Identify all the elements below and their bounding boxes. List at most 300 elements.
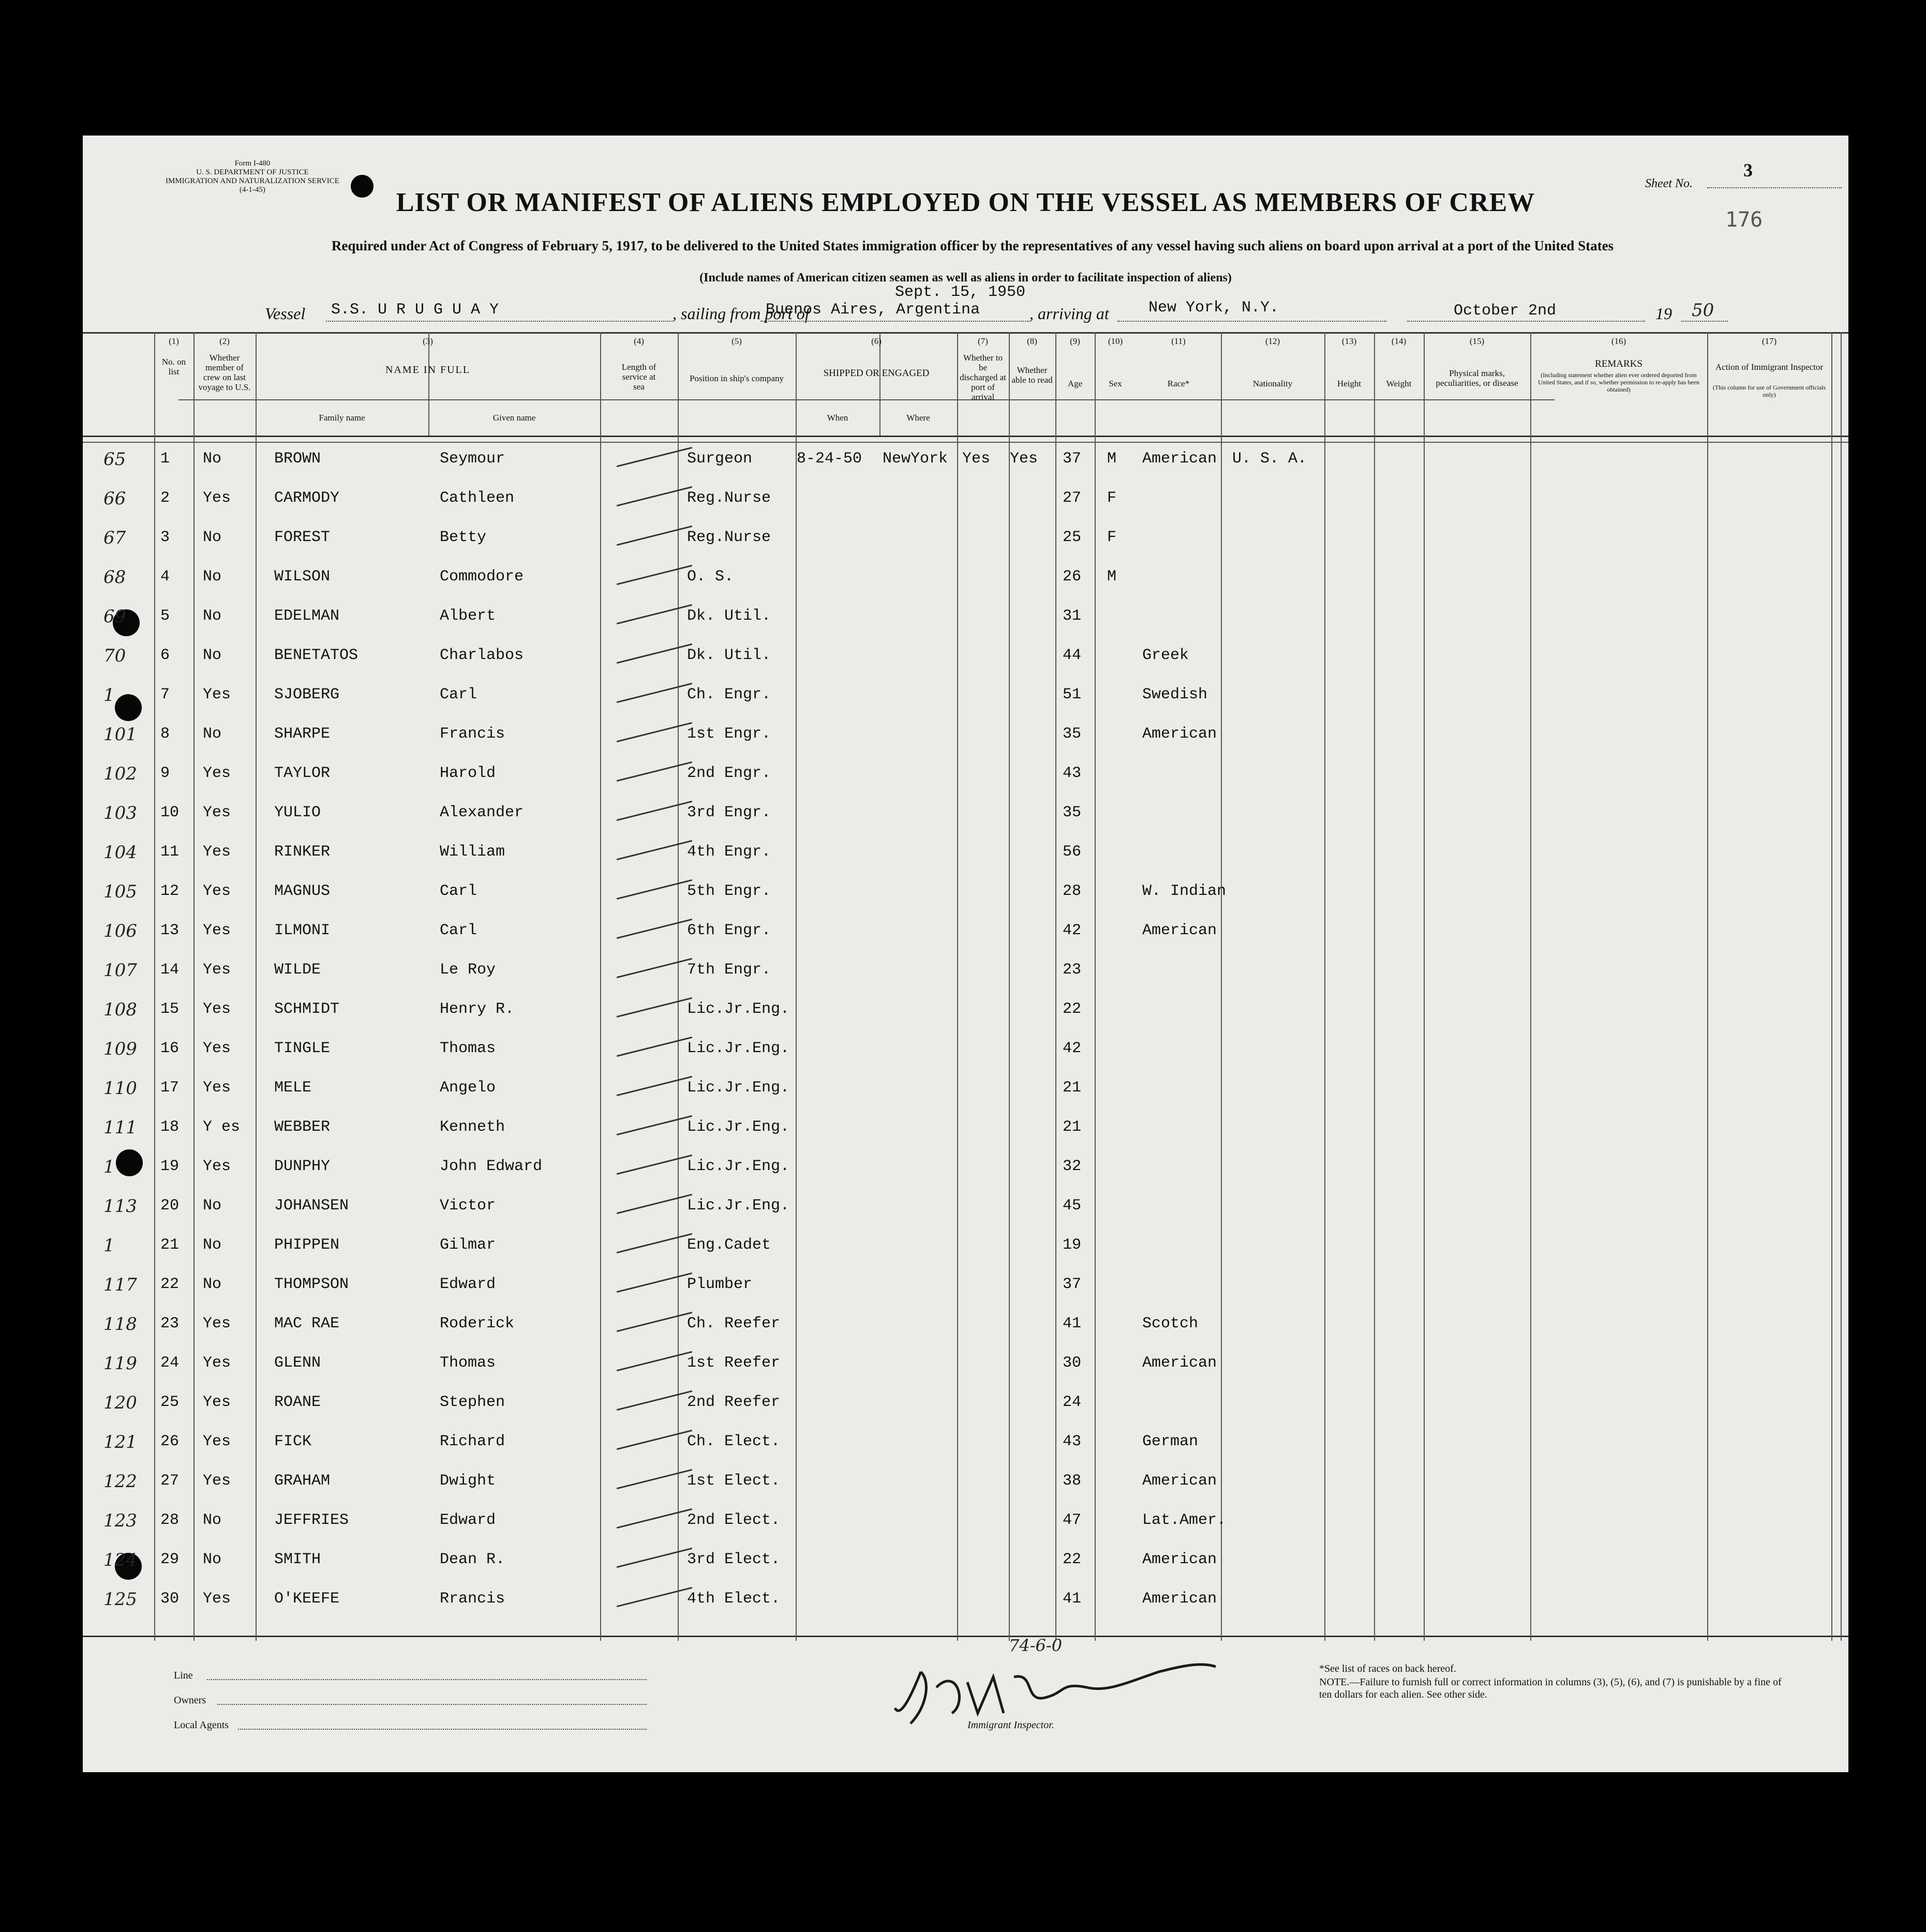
inspector-signature (890, 1651, 1221, 1729)
cell-position: Ch. Reefer (687, 1315, 781, 1332)
cell-position: Reg.Nurse (687, 489, 771, 507)
cell-position: 2nd Reefer (687, 1394, 781, 1411)
table-row (83, 681, 1848, 718)
cell-prev: Yes (203, 686, 231, 703)
cell-age: 28 (1063, 882, 1082, 900)
col8-num: (8) (1027, 336, 1037, 346)
cell-position: O. S. (687, 568, 734, 586)
cell-given: Richard (440, 1433, 505, 1450)
cell-prev: Yes (203, 765, 231, 782)
col16-header: REMARKS (1595, 358, 1643, 369)
col2-header: Whether member of crew on last voyage to U.S. (198, 353, 251, 392)
cell-no: 25 (160, 1394, 180, 1411)
cell-no: 28 (160, 1511, 180, 1529)
col15-header: Physical marks, peculiarities, or disease (1436, 368, 1518, 388)
service-check-mark (617, 1312, 692, 1332)
cell-no: 15 (160, 1000, 180, 1018)
cell-given: Albert (440, 607, 496, 625)
cell-position: 4th Engr. (687, 843, 771, 861)
cell-given: Harold (440, 765, 496, 782)
cell-age: 42 (1063, 1040, 1082, 1057)
arriving-port: New York, N.Y. (1148, 299, 1279, 317)
cell-given: Gilmar (440, 1236, 496, 1254)
col10-header: Sex (1109, 379, 1122, 388)
year-prefix: 19 (1655, 304, 1672, 323)
cell-age: 22 (1063, 1551, 1082, 1568)
cell-margin: 113 (103, 1196, 137, 1217)
cell-given: Rrancis (440, 1590, 505, 1608)
cell-given: William (440, 843, 505, 861)
cell-age: 41 (1063, 1315, 1082, 1332)
cell-given: Betty (440, 529, 487, 546)
cell-given: John Edward (440, 1158, 543, 1175)
table-row (83, 917, 1848, 954)
cell-age: 22 (1063, 1000, 1082, 1018)
cell-family: JOHANSEN (274, 1197, 349, 1215)
cell-age: 37 (1063, 1276, 1082, 1293)
cell-margin: 107 (103, 960, 137, 981)
cell-age: 19 (1063, 1236, 1082, 1254)
cell-prev: No (203, 450, 222, 468)
cell-age: 27 (1063, 489, 1082, 507)
cell-family: SMITH (274, 1551, 321, 1568)
cell-nat: U. S. A. (1232, 450, 1307, 468)
cell-position: Eng.Cadet (687, 1236, 771, 1254)
cell-family: CARMODY (274, 489, 340, 507)
inspector-label: Immigrant Inspector. (967, 1719, 1054, 1731)
col1-header: No. on list (161, 357, 186, 377)
sailing-date: Sept. 15, 1950 (895, 283, 1026, 301)
footer-agents-label: Local Agents (174, 1719, 229, 1731)
table-row (83, 1546, 1848, 1583)
cell-age: 23 (1063, 961, 1082, 979)
cell-family: RINKER (274, 843, 331, 861)
service-check-mark (617, 801, 692, 821)
race-note: *See list of races on back hereof. (1319, 1663, 1456, 1674)
col3-header: NAME IN FULL (385, 364, 470, 376)
cell-read: Yes (1010, 450, 1038, 468)
cell-given: Victor (440, 1197, 496, 1215)
table-row (83, 1231, 1848, 1268)
cell-given: Thomas (440, 1040, 496, 1057)
cell-margin: 121 (103, 1432, 137, 1452)
cell-margin: 124 (103, 1550, 137, 1570)
service-check-mark (617, 879, 692, 900)
col14-header: Weight (1386, 379, 1412, 388)
cell-position: Reg.Nurse (687, 529, 771, 546)
table-row (83, 523, 1848, 561)
cell-prev: Yes (203, 1000, 231, 1018)
cell-prev: No (203, 607, 222, 625)
cell-no: 8 (160, 725, 170, 743)
cell-prev: No (203, 1276, 222, 1293)
cell-prev: Yes (203, 1394, 231, 1411)
cell-race: German (1142, 1433, 1199, 1450)
arrival-date: October 2nd (1454, 302, 1557, 320)
cell-age: 44 (1063, 647, 1082, 664)
cell-prev: Yes (203, 1315, 231, 1332)
cell-family: WILDE (274, 961, 321, 979)
cell-margin: 119 (103, 1353, 137, 1374)
cell-position: Ch. Elect. (687, 1433, 781, 1450)
table-row (83, 956, 1848, 993)
cell-prev: Yes (203, 882, 231, 900)
service-check-mark (617, 958, 692, 978)
cell-age: 31 (1063, 607, 1082, 625)
cell-race: Lat.Amer. (1142, 1511, 1227, 1529)
service-check-mark (617, 722, 692, 742)
cell-family: JEFFRIES (274, 1511, 349, 1529)
cell-no: 19 (160, 1158, 180, 1175)
cell-family: O'KEEFE (274, 1590, 340, 1608)
table-row (83, 1428, 1848, 1465)
cell-prev: Yes (203, 1079, 231, 1097)
cell-given: Edward (440, 1511, 496, 1529)
table-row (83, 1349, 1848, 1386)
footer-owners-label: Owners (174, 1695, 206, 1706)
cell-family: ROANE (274, 1394, 321, 1411)
cell-family: PHIPPEN (274, 1236, 340, 1254)
service-check-mark (617, 1233, 692, 1253)
table-row (83, 1506, 1848, 1544)
cell-margin: 105 (103, 881, 137, 902)
cell-family: WEBBER (274, 1118, 331, 1136)
service-check-mark (617, 604, 692, 624)
cell-margin: 101 (103, 724, 137, 745)
cell-no: 24 (160, 1354, 180, 1372)
cell-family: BENETATOS (274, 647, 359, 664)
cell-position: 5th Engr. (687, 882, 771, 900)
cell-no: 2 (160, 489, 170, 507)
cell-age: 21 (1063, 1118, 1082, 1136)
col17-header: Action of Immigrant Inspector (1715, 362, 1824, 372)
vessel-label: Vessel (265, 304, 306, 323)
cell-disch: Yes (962, 450, 991, 468)
table-row (83, 1467, 1848, 1504)
cell-age: 45 (1063, 1197, 1082, 1215)
table-row (83, 877, 1848, 915)
col11-header: Race* (1167, 379, 1190, 388)
cell-given: Stephen (440, 1394, 505, 1411)
col3-num: (3) (423, 336, 433, 346)
year-suffix: 50 (1692, 300, 1714, 321)
cell-race: American (1142, 922, 1217, 939)
cell-age: 24 (1063, 1394, 1082, 1411)
cell-position: 2nd Elect. (687, 1511, 781, 1529)
cell-race: American (1142, 1590, 1217, 1608)
service-check-mark (617, 997, 692, 1017)
footer-owners-field (217, 1704, 647, 1705)
cell-position: 1st Elect. (687, 1472, 781, 1490)
service-check-mark (617, 840, 692, 860)
cell-given: Edward (440, 1276, 496, 1293)
cell-no: 13 (160, 922, 180, 939)
cell-position: Surgeon (687, 450, 753, 468)
cell-margin: 103 (103, 803, 137, 823)
cell-given: Alexander (440, 804, 524, 821)
service-check-mark (617, 1390, 692, 1411)
cell-given: Roderick (440, 1315, 515, 1332)
table-row (83, 1152, 1848, 1190)
cell-sex: M (1107, 568, 1117, 586)
cell-no: 20 (160, 1197, 180, 1215)
cell-given: Henry R. (440, 1000, 515, 1018)
cell-age: 51 (1063, 686, 1082, 703)
crew-table (83, 332, 1848, 1641)
cell-margin: 110 (103, 1078, 137, 1099)
cell-sex: M (1107, 450, 1117, 468)
service-check-mark (617, 486, 692, 506)
table-row (83, 445, 1848, 482)
cell-margin: 70 (103, 646, 126, 666)
col12-header: Nationality (1252, 379, 1293, 388)
cell-given: Cathleen (440, 489, 515, 507)
cell-no: 12 (160, 882, 180, 900)
cell-race: American (1142, 725, 1217, 743)
cell-family: FOREST (274, 529, 331, 546)
cell-no: 6 (160, 647, 170, 664)
col5-num: (5) (731, 336, 742, 346)
table-row (83, 995, 1848, 1032)
cell-no: 10 (160, 804, 180, 821)
cell-no: 22 (160, 1276, 180, 1293)
cell-prev: No (203, 647, 222, 664)
col4-header: Length of service at sea (621, 362, 656, 392)
col9-num: (9) (1070, 336, 1080, 346)
cell-position: 2nd Engr. (687, 765, 771, 782)
cell-race: Scotch (1142, 1315, 1199, 1332)
cell-age: 32 (1063, 1158, 1082, 1175)
service-check-mark (617, 565, 692, 585)
cell-no: 30 (160, 1590, 180, 1608)
cell-margin: 106 (103, 921, 137, 941)
penalty-note: NOTE.—Failure to furnish full or correct information in columns (3), (5), (6), and (7) is punishable by a fine of ten dollars for each alien. See other side. (1319, 1676, 1782, 1700)
service-check-mark (617, 1430, 692, 1450)
cell-age: 37 (1063, 450, 1082, 468)
cell-age: 43 (1063, 1433, 1082, 1450)
cell-margin: 65 (103, 449, 126, 470)
cell-sex: F (1107, 489, 1117, 507)
cell-family: SCHMIDT (274, 1000, 340, 1018)
col15-num: (15) (1469, 336, 1485, 346)
table-row (83, 484, 1848, 521)
table-row (83, 1074, 1848, 1111)
cell-age: 42 (1063, 922, 1082, 939)
cell-no: 9 (160, 765, 170, 782)
cell-age: 26 (1063, 568, 1082, 586)
col9-header: Age (1067, 379, 1083, 388)
cell-position: Plumber (687, 1276, 753, 1293)
cell-prev: Yes (203, 961, 231, 979)
service-check-mark (617, 1194, 692, 1214)
col6-num: (6) (871, 336, 882, 346)
cell-age: 38 (1063, 1472, 1082, 1490)
page-stamp-number: 176 (1725, 208, 1763, 232)
cell-family: SJOBERG (274, 686, 340, 703)
cell-age: 41 (1063, 1590, 1082, 1608)
cell-no: 3 (160, 529, 170, 546)
cell-prev: Yes (203, 804, 231, 821)
cell-prev: No (203, 529, 222, 546)
cell-prev: Yes (203, 843, 231, 861)
cell-race: American (1142, 1551, 1217, 1568)
cell-race: Swedish (1142, 686, 1208, 703)
cell-age: 47 (1063, 1511, 1082, 1529)
cell-family: ILMONI (274, 922, 331, 939)
sailing-port-line (760, 321, 1029, 322)
cell-margin: 102 (103, 763, 137, 784)
col2-num: (2) (219, 336, 230, 346)
sheet-number-value: 3 (1743, 160, 1753, 181)
cell-sex: F (1107, 529, 1117, 546)
cell-margin: 67 (103, 528, 126, 548)
col14-num: (14) (1391, 336, 1407, 346)
col13-num: (13) (1341, 336, 1357, 346)
cell-given: Kenneth (440, 1118, 505, 1136)
cell-position: Dk. Util. (687, 607, 771, 625)
cell-age: 56 (1063, 843, 1082, 861)
col13-header: Height (1337, 379, 1362, 388)
cell-margin: 66 (103, 488, 126, 509)
service-check-mark (617, 526, 692, 546)
cell-age: 35 (1063, 804, 1082, 821)
cell-margin: 1 (103, 685, 115, 706)
manifest-sheet (83, 136, 1848, 1772)
cell-age: 30 (1063, 1354, 1082, 1372)
col7-header: Whether to be discharged at port of arrival (960, 353, 1006, 402)
cell-position: Ch. Engr. (687, 686, 771, 703)
table-row (83, 1113, 1848, 1150)
vessel-name: S.S. U R U G U A Y (331, 301, 499, 319)
col1-num: (1) (169, 336, 179, 346)
table-row (83, 1585, 1848, 1622)
service-check-mark (617, 1508, 692, 1529)
cell-margin: 111 (103, 1117, 137, 1138)
cell-position: Lic.Jr.Eng. (687, 1158, 790, 1175)
cell-family: EDELMAN (274, 607, 340, 625)
cell-position: 4th Elect. (687, 1590, 781, 1608)
cell-race: Greek (1142, 647, 1189, 664)
cell-family: GLENN (274, 1354, 321, 1372)
handwritten-count: 74-6-0 (1009, 1636, 1063, 1655)
cell-no: 1 (160, 450, 170, 468)
cell-where: NewYork (883, 450, 948, 468)
col12-num: (12) (1265, 336, 1280, 346)
table-row (83, 759, 1848, 797)
cell-given: Francis (440, 725, 505, 743)
service-check-mark (617, 1469, 692, 1489)
cell-position: 3rd Elect. (687, 1551, 781, 1568)
cell-prev: No (203, 1551, 222, 1568)
col10-num: (10) (1108, 336, 1123, 346)
cell-position: 7th Engr. (687, 961, 771, 979)
cell-no: 4 (160, 568, 170, 586)
service-check-mark (617, 447, 692, 467)
cell-no: 27 (160, 1472, 180, 1490)
cell-given: Dwight (440, 1472, 496, 1490)
cell-no: 21 (160, 1236, 180, 1254)
cell-age: 25 (1063, 529, 1082, 546)
cell-margin: 109 (103, 1039, 137, 1059)
cell-position: 1st Reefer (687, 1354, 781, 1372)
cell-prev: No (203, 725, 222, 743)
sailing-port: Buenos Aires, Argentina (766, 301, 980, 319)
cell-family: TAYLOR (274, 765, 331, 782)
table-row (83, 1310, 1848, 1347)
cell-prev: Y es (203, 1118, 241, 1136)
table-row (83, 1270, 1848, 1308)
cell-family: MAGNUS (274, 882, 331, 900)
service-check-mark (617, 1037, 692, 1057)
cell-no: 14 (160, 961, 180, 979)
cell-family: GRAHAM (274, 1472, 331, 1490)
cell-margin: 68 (103, 567, 126, 588)
vessel-line (326, 321, 673, 322)
cell-margin: 117 (103, 1275, 137, 1295)
table-row (83, 602, 1848, 639)
cell-age: 35 (1063, 725, 1082, 743)
cell-given: Thomas (440, 1354, 496, 1372)
cell-family: MELE (274, 1079, 312, 1097)
cell-family: DUNPHY (274, 1158, 331, 1175)
col8-header: Whether able to read (1011, 365, 1053, 385)
arrival-date-line (1407, 321, 1645, 322)
service-check-mark (617, 919, 692, 939)
cell-margin: 120 (103, 1392, 137, 1413)
cell-family: THOMPSON (274, 1276, 349, 1293)
cell-position: Dk. Util. (687, 647, 771, 664)
col11-num: (11) (1171, 336, 1186, 346)
cell-no: 26 (160, 1433, 180, 1450)
cell-position: Lic.Jr.Eng. (687, 1197, 790, 1215)
table-row (83, 1035, 1848, 1072)
cell-given: Carl (440, 922, 477, 939)
cell-race: W. Indian (1142, 882, 1227, 900)
cell-margin: 104 (103, 842, 137, 863)
col5-header: Position in ship's company (689, 373, 784, 383)
cell-given: Angelo (440, 1079, 496, 1097)
cell-race: American (1142, 1472, 1217, 1490)
table-row (83, 1388, 1848, 1426)
service-check-mark (617, 1548, 692, 1568)
cell-prev: No (203, 568, 222, 586)
arriving-label: , arriving at (1029, 304, 1109, 323)
cell-prev: Yes (203, 922, 231, 939)
manifest-title: LIST OR MANIFEST OF ALIENS EMPLOYED ON THE VESSEL AS MEMBERS OF CREW (396, 188, 1535, 217)
service-check-mark (617, 1272, 692, 1293)
cell-given: Charlabos (440, 647, 524, 664)
cell-given: Commodore (440, 568, 524, 586)
table-row (83, 1192, 1848, 1229)
sailing-label: , sailing from port of (673, 304, 810, 323)
cell-position: Lic.Jr.Eng. (687, 1000, 790, 1018)
arriving-line (1117, 321, 1386, 322)
col6-where-header: Where (906, 413, 930, 423)
service-check-mark (617, 1076, 692, 1096)
cell-prev: Yes (203, 1040, 231, 1057)
cell-margin: 122 (103, 1471, 137, 1492)
col7-num: (7) (978, 336, 988, 346)
cell-no: 23 (160, 1315, 180, 1332)
cell-prev: Yes (203, 1433, 231, 1450)
service-check-mark (617, 643, 692, 664)
cell-position: Lic.Jr.Eng. (687, 1040, 790, 1057)
cell-family: YULIO (274, 804, 321, 821)
cell-when: 8-24-50 (797, 450, 862, 468)
cell-family: SHARPE (274, 725, 331, 743)
cell-position: 1st Engr. (687, 725, 771, 743)
cell-given: Seymour (440, 450, 505, 468)
